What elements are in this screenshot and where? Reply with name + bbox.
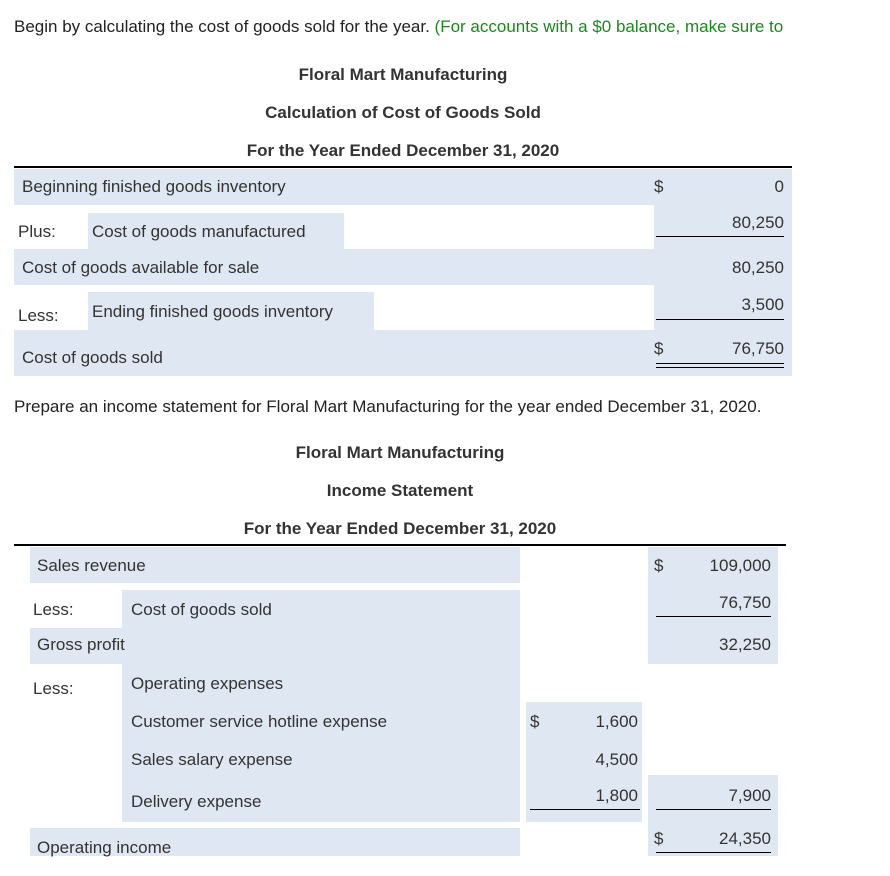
hotline-currency: $	[530, 712, 540, 731]
cogs-period: For the Year Ended December 31, 2020	[246, 141, 560, 160]
cogs-schedule-title: Calculation of Cost of Goods Sold	[265, 103, 541, 122]
gross-profit-value[interactable]: 32,250	[719, 635, 771, 654]
salary-expense-value[interactable]: 4,500	[595, 750, 638, 769]
less-opex-prefix: Less:	[33, 679, 74, 698]
delivery-underline	[530, 809, 640, 810]
instruction-intro: Begin by calculating the cost of goods sold for the year.	[14, 17, 430, 36]
salary-expense-label: Sales salary expense	[131, 750, 293, 769]
operating-expenses-label: Operating expenses	[131, 674, 284, 693]
instruction-note: (For accounts with a $0 balance, make sure to	[434, 17, 784, 36]
plus-label: Plus:	[18, 222, 56, 241]
available-label: Cost of goods available for sale	[22, 258, 260, 277]
less-cogs-prefix: Less:	[33, 600, 74, 619]
income-statement-title: Income Statement	[326, 481, 474, 500]
cogs-company-title: Floral Mart Manufacturing	[298, 65, 508, 84]
delivery-expense-label: Delivery expense	[131, 792, 262, 811]
income-instruction: Prepare an income statement for Floral Mart Manufacturing for the year ended December 31, 2020.	[14, 397, 762, 416]
income-header-rule	[14, 544, 786, 546]
gross-profit-label: Gross profit	[37, 635, 125, 654]
ending-underline	[656, 319, 784, 320]
income-company-title: Floral Mart Manufacturing	[295, 443, 505, 462]
ending-inventory-label: Ending finished goods inventory	[92, 302, 333, 321]
income-period: For the Year Ended December 31, 2020	[243, 519, 557, 538]
opex-total-underline	[656, 809, 771, 810]
delivery-expense-value[interactable]: 1,800	[595, 786, 638, 805]
operating-income-currency: $	[654, 829, 664, 848]
operating-income-underline	[656, 852, 771, 853]
ending-inventory-value[interactable]: 3,500	[741, 295, 784, 314]
sales-currency: $	[654, 556, 664, 575]
beginning-inventory-label: Beginning finished goods inventory	[22, 177, 286, 196]
income-cogs-label: Cost of goods sold	[131, 600, 272, 619]
less-label: Less:	[18, 306, 59, 325]
sales-revenue-label: Sales revenue	[37, 556, 146, 575]
hotline-expense-value[interactable]: 1,600	[595, 712, 638, 731]
beginning-currency: $	[654, 177, 664, 196]
cogs-double-underline-2	[656, 367, 784, 368]
available-value[interactable]: 80,250	[732, 258, 784, 277]
opex-total-value[interactable]: 7,900	[728, 786, 771, 805]
sales-revenue-value[interactable]: 109,000	[709, 556, 771, 575]
cogm-label: Cost of goods manufactured	[92, 222, 306, 241]
hotline-expense-label: Customer service hotline expense	[131, 712, 388, 731]
operating-income-label: Operating income	[37, 838, 172, 857]
operating-income-value[interactable]: 24,350	[719, 829, 771, 848]
cogs-total-label: Cost of goods sold	[22, 348, 163, 367]
cogs-header-rule	[14, 166, 792, 168]
cogs-double-underline-1	[656, 363, 784, 364]
cogs-total-value[interactable]: 76,750	[732, 339, 784, 358]
instruction-text	[14, 17, 783, 37]
cogm-underline	[656, 236, 784, 237]
beginning-inventory-value[interactable]: 0	[774, 177, 784, 196]
income-cogs-underline	[656, 616, 771, 617]
cogs-total-currency: $	[654, 339, 664, 358]
cogm-value[interactable]: 80,250	[732, 213, 784, 232]
income-cogs-value[interactable]: 76,750	[719, 593, 771, 612]
